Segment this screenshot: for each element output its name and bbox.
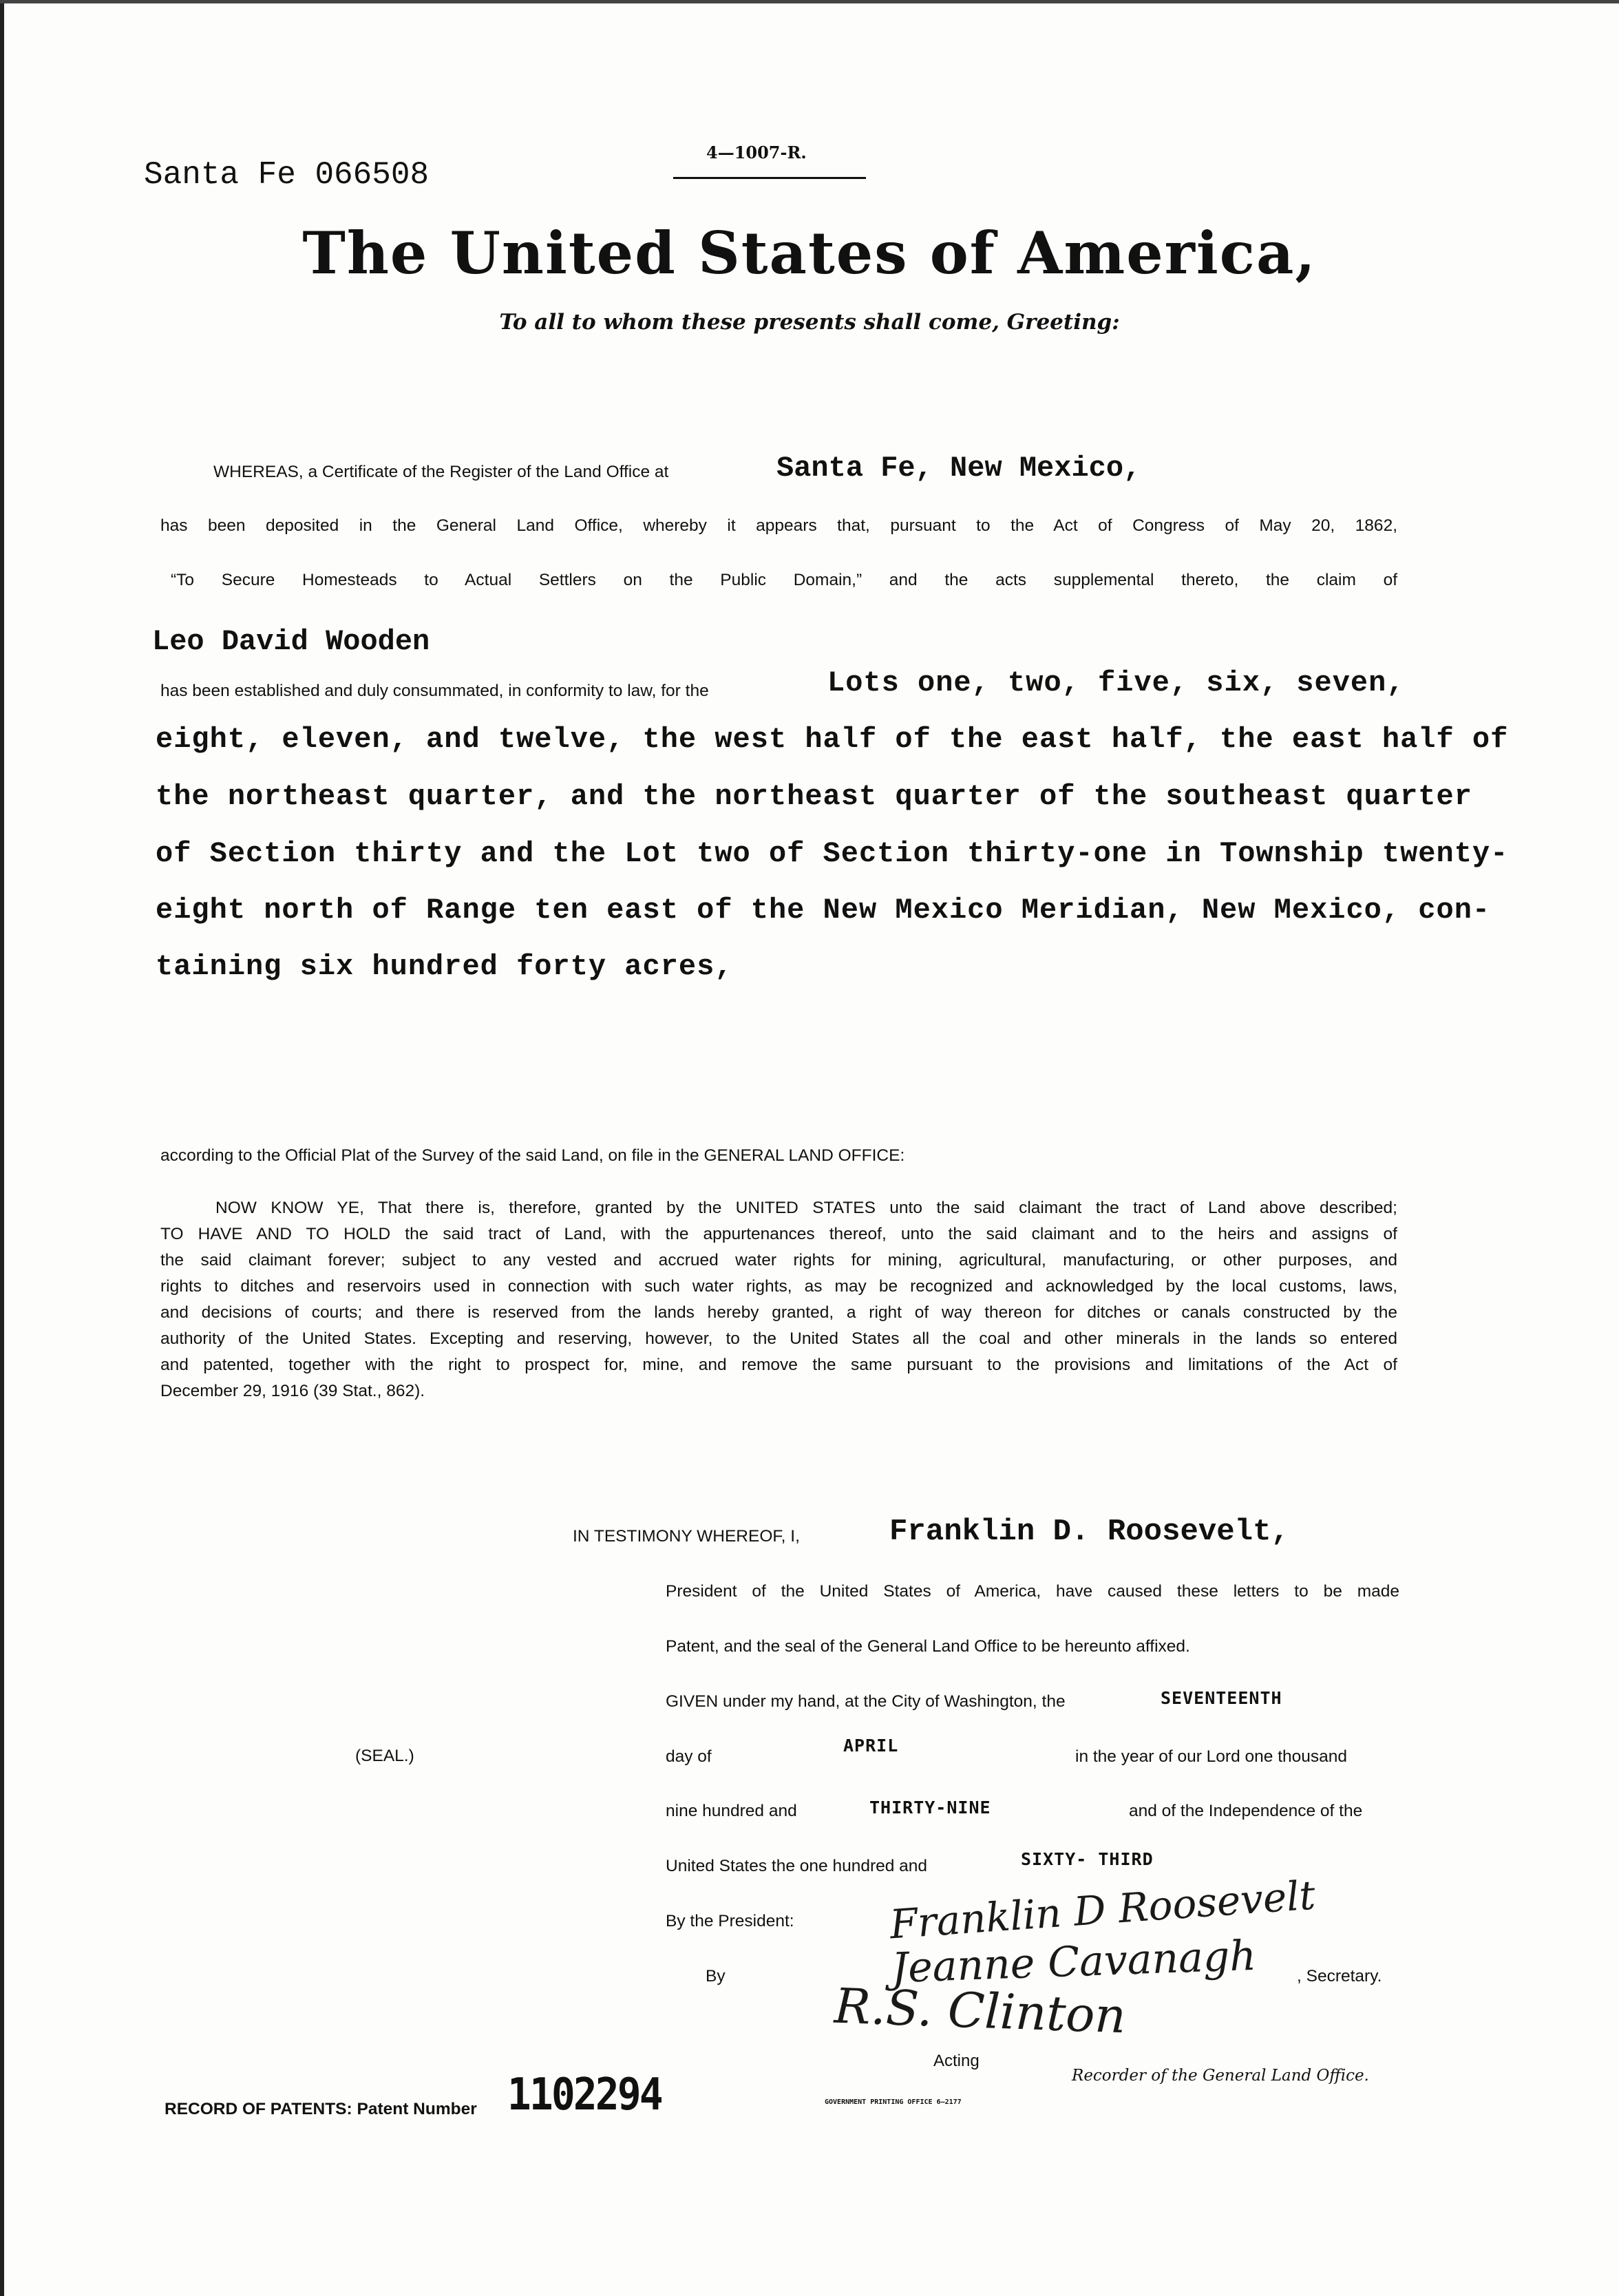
year-value: THIRTY-NINE (869, 1798, 991, 1818)
acting-label: Acting (933, 2052, 980, 2070)
month-value: APRIL (843, 1736, 899, 1756)
land-description-line-5: eight north of Range ten east of the New Mexico Meridian, New Mexico, con- (156, 894, 1491, 927)
grant-line-7: and patented, together with the right to prospect for, mine, and remove the same pursuant to the provisions and limitations of the Act of (160, 1356, 1397, 1374)
page-edge-top (0, 0, 1619, 3)
grant-line-8: December 29, 1916 (39 Stat., 862). (160, 1382, 425, 1400)
signature-recorder: R.S. Clinton (833, 1977, 1128, 2045)
grant-line-4: rights to ditches and reservoirs used in connection with such water rights, as may be recognized and acknowledged by the local customs, laws, (160, 1277, 1397, 1296)
land-description-line-6: taining six hundred forty acres, (156, 950, 733, 983)
form-number-rule (673, 177, 866, 179)
land-description-line-1: Lots one, two, five, six, seven, (827, 666, 1405, 699)
document-greeting: To all to whom these presents shall come, Greeting: (499, 310, 1120, 335)
grant-line-3: the said claimant forever; subject to any vested and accrued water rights for mining, agricultural, manufacturing, or other purposes, and (160, 1251, 1397, 1270)
grant-line-6: authority of the United States. Excepting and reserving, however, to the United States all the coal and other minerals in the lands so entered (160, 1329, 1397, 1348)
land-office-location: Santa Fe, New Mexico, (776, 452, 1141, 485)
day-value: SEVENTEENTH (1161, 1688, 1282, 1708)
land-description-line-2: eight, eleven, and twelve, the west half of the east half, the east half of (156, 723, 1509, 756)
grant-line-1: NOW KNOW YE, That there is, therefore, granted by the UNITED STATES unto the said claimant the tract of Land above described; (215, 1199, 1397, 1217)
land-description-line-3: the northeast quarter, and the northeast quarter of the southeast quarter (156, 780, 1472, 813)
day-of-label: day of (666, 1747, 712, 1766)
whereas-line-5: has been established and duly consummated, in conformity to law, for the (160, 682, 709, 700)
printing-office-mark: GOVERNMENT PRINTING OFFICE 6—2177 (825, 2098, 962, 2106)
form-number: 4—1007-R. (706, 143, 807, 162)
signature-secretary: Jeanne Cavanagh (890, 1931, 1258, 1993)
testimony-lead: IN TESTIMONY WHEREOF, I, (573, 1527, 800, 1546)
grant-line-2: TO HAVE AND TO HOLD the said tract of Land, with the appurtenances thereof, unto the said claimant and to the heirs and assigns of (160, 1225, 1397, 1243)
patent-number: 1102294 (507, 2069, 662, 2120)
record-of-patents-label: RECORD OF PATENTS: Patent Number (165, 2100, 477, 2118)
testimony-line-2: Patent, and the seal of the General Land Office to be hereunto affixed. (666, 1637, 1190, 1656)
seal-label: (SEAL.) (355, 1747, 414, 1765)
claimant-name: Leo David Wooden (152, 625, 430, 658)
independence-label: and of the Independence of the (1129, 1802, 1363, 1820)
land-description-line-4: of Section thirty and the Lot two of Section thirty-one in Township twenty- (156, 837, 1509, 870)
president-name: Franklin D. Roosevelt, (889, 1515, 1289, 1549)
by-president-label: By the President: (666, 1912, 794, 1930)
nine-hundred-label: nine hundred and (666, 1802, 797, 1820)
whereas-line-2: has been deposited in the General Land Office, whereby it appears that, pursuant to the Act of Congress of May 20, 1862, (160, 516, 1397, 535)
united-states-line: United States the one hundred and (666, 1857, 928, 1875)
case-number: Santa Fe 066508 (144, 157, 430, 193)
given-line: GIVEN under my hand, at the City of Washington, the (666, 1692, 1066, 1711)
whereas-lead: WHEREAS, a Certificate of the Register of the Land Office at (213, 463, 669, 481)
page-edge-left (0, 0, 4, 2296)
year-lead: in the year of our Lord one thousand (1075, 1747, 1348, 1766)
secretary-label: , Secretary. (1297, 1967, 1382, 1986)
signature-president: Franklin D Roosevelt (888, 1871, 1318, 1948)
document-title: The United States of America, (302, 219, 1317, 287)
whereas-line-3: “To Secure Homesteads to Actual Settlers on the Public Domain,” and the acts supplemental thereto, the claim of (171, 571, 1397, 589)
testimony-line-1: President of the United States of America, have caused these letters to be made (666, 1582, 1399, 1601)
independence-value: SIXTY- THIRD (1021, 1849, 1154, 1869)
recorder-label: Recorder of the General Land Office. (1072, 2067, 1369, 2085)
grant-line-5: and decisions of courts; and there is reserved from the lands hereby granted, a right of way thereon for ditches or canals constructed by the (160, 1303, 1397, 1322)
by-label: By (706, 1967, 726, 1986)
according-line: according to the Official Plat of the Survey of the said Land, on file in the GENERAL LAND OFFICE: (160, 1146, 905, 1165)
